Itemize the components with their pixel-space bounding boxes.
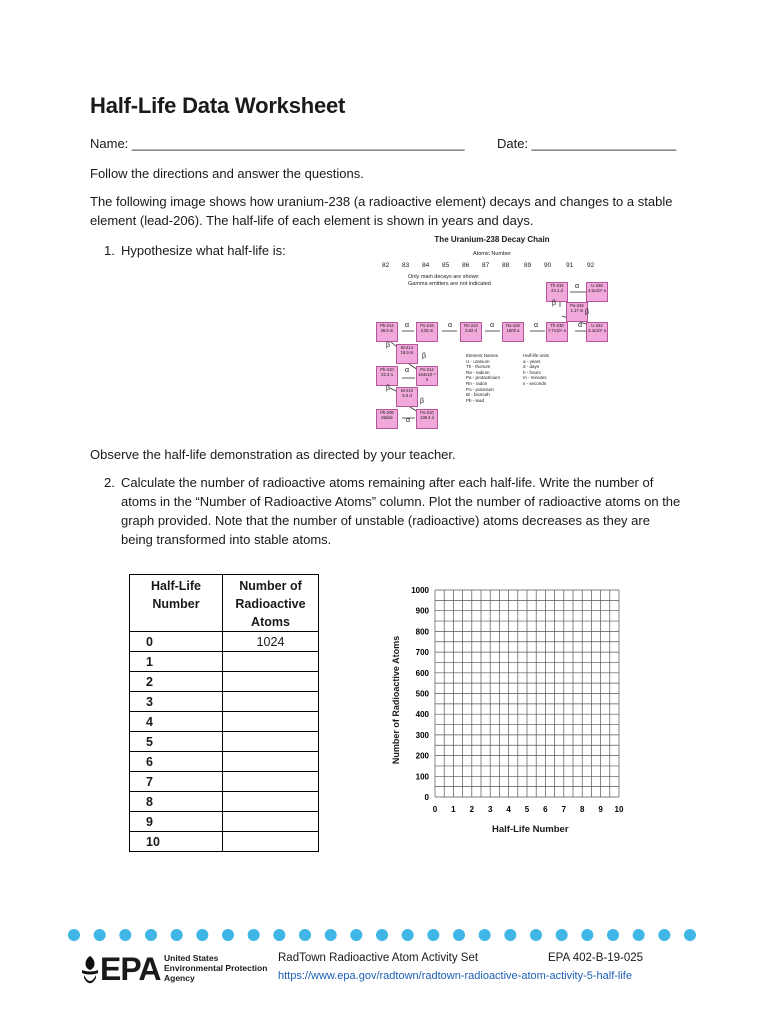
x-tick-label: 10 [614,805,624,814]
table-header-half-life: Half-Life Number [130,575,223,632]
footer-dot [479,929,491,941]
observe-text: Observe the half-life demonstration as directed by your teacher. [90,447,456,462]
x-tick-label: 5 [524,805,530,814]
table-row: 2 [130,672,319,692]
x-tick-label: 1 [451,805,456,814]
atomic-number: 92 [587,262,595,269]
footer-doc-id: EPA 402-B-19-025 [548,952,644,964]
footer-dot [325,929,337,941]
decay-chain-subtitle: Atomic Number [473,251,511,257]
footer-dot [273,929,285,941]
footer-dot [581,929,593,941]
table-row: 5 [130,732,319,752]
footer-dot [402,929,414,941]
half-life-graph[interactable] [395,580,635,820]
footer-dot [376,929,388,941]
alpha-label: α [405,367,410,374]
atomic-number: 88 [502,262,510,269]
page-title: Half-Life Data Worksheet [90,93,346,118]
nuclide-box: Pa-234 1.17 m [566,302,588,322]
alpha-label: α [406,417,411,424]
atomic-number: 86 [462,262,470,269]
half-life-table [129,574,319,852]
x-tick-label: 0 [432,805,438,814]
x-tick-label: 2 [469,805,475,814]
x-tick-label: 3 [487,805,493,814]
footer-dot [350,929,362,941]
footer-dot [684,929,696,941]
footer-dot [530,929,542,941]
footer-dot [633,929,645,941]
beta-label: β [422,353,427,360]
beta-label: β [386,342,391,349]
question-1 [104,241,364,260]
table-header-atoms: Number of Radioactive Atoms [223,575,319,632]
intro-paragraph: The following image shows how uranium-238 (a radioactive element) decays and changes to a stable element (lead-206). The half-life of each element is shown in years and days. [90,194,673,228]
y-tick-label: 500 [415,689,429,699]
footer-dot [658,929,670,941]
nuclide-box: Bi-214 19.9 m [396,344,418,364]
footer-dot [299,929,311,941]
footer-dot [248,929,260,941]
beta-label: β [386,385,391,392]
x-axis-title: Half-Life Number [492,824,569,835]
table-row: 10 [130,832,319,852]
question-2-text: Calculate the number of radioactive atoms remaining after each half-life. Write the number of atoms in the “Number of Radioactive Atoms” column. Plot the number of radioactive atoms on the graph provided. Note that the number of unstable (radioactive) atoms decreases as they are being transformed into stable atoms. [121,475,681,547]
nuclide-box: Pb-206 Stable [376,409,398,429]
nuclide-box: Th-234 24.1 d [546,282,568,302]
alpha-label: α [448,322,453,329]
x-tick-label: 8 [579,805,585,814]
atomic-number: 82 [382,262,390,269]
footer-dot [556,929,568,941]
y-tick-label: 1000 [411,586,429,595]
y-tick-label: 100 [415,772,429,782]
footer-dot [453,929,465,941]
beta-label: β [420,398,425,405]
x-tick-label: 7 [561,805,567,814]
atomic-number: 90 [544,262,552,269]
footer-dot [171,929,183,941]
table-row: 8 [130,792,319,812]
footer-dot [222,929,234,941]
atomic-number: 89 [524,262,532,269]
question-2-number: 2. [104,475,115,490]
alpha-label: α [534,322,539,329]
element-names-legend: Element Names U - uranium Th - thorium Ra - radium Pa - protactinium Rn - radon Po - polonium Bi - bismuth Pb - lead [466,353,501,403]
table-row: 7 [130,772,319,792]
atomic-number: 91 [566,262,574,269]
footer-dot [196,929,208,941]
atomic-number: 83 [402,262,410,269]
footer-dot [94,929,106,941]
nuclide-box: U-234 2.4x10⁵ a [586,322,608,342]
table-row: 3 [130,692,319,712]
question-2 [104,473,684,549]
half-life-units-legend: Half-life units a - years d - days h - hours m - minutes s - seconds [523,353,550,386]
footer-dot [68,929,80,941]
footer-dot [427,929,439,941]
y-tick-label: 300 [415,730,429,740]
y-tick-label: 600 [415,668,429,678]
beta-label: β [585,309,590,316]
table-row: 0 1024 [130,632,319,652]
x-tick-label: 6 [543,805,548,814]
table-row: 1 [130,652,319,672]
nuclide-box: Ra-226 1600 a [502,322,524,342]
y-tick-label: 200 [415,751,429,761]
alpha-label: α [575,283,580,290]
alpha-label: α [405,322,410,329]
x-tick-label: 9 [598,805,603,814]
nuclide-box: Pb-210 22.3 a [376,366,398,386]
footer-dot [607,929,619,941]
atomic-number: 84 [422,262,430,269]
footer-dot [119,929,131,941]
table-row: 4 [130,712,319,732]
date-field[interactable]: Date: ____________________ [497,136,677,151]
atomic-number: 87 [482,262,490,269]
name-field[interactable]: Name: ______________________________________________ [90,136,465,151]
alpha-label: α [490,322,495,329]
y-tick-label: 800 [415,627,429,637]
question-1-text: Hypothesize what half-life is: [121,243,286,258]
question-1-number: 1. [104,243,115,258]
y-tick-label: 400 [415,710,429,720]
epa-agency-name: United States Environmental Protection Agency [164,953,268,983]
footer-dot-divider [64,928,704,942]
epa-logo-text: EPA [100,951,161,987]
nuclide-box: Pb-214 26.8 m [376,322,398,342]
beta-label: β [552,300,557,307]
table-row: 6 [130,752,319,772]
nuclide-box: Bi-210 5.0 d [396,387,418,407]
decay-chain-note: Only main decays are shown Gamma emitters are not indicated [408,274,491,287]
nuclide-box: Rn-222 3.82 d [460,322,482,342]
y-tick-label: 0 [424,793,429,802]
y-axis-title: Number of Radioactive Atoms [391,635,401,765]
nuclide-box: Th-230 7.7x10⁴ a [546,322,568,342]
alpha-label: α [578,322,583,329]
footer-dot [145,929,157,941]
footer-url-link[interactable]: https://www.epa.gov/radtown/radtown-radioactive-atom-activity-5-half-life [278,970,632,982]
nuclide-box: Po-210 138.4 d [416,409,438,429]
y-tick-label: 900 [415,606,429,616]
y-tick-label: 700 [415,648,429,658]
footer-dot [504,929,516,941]
decay-chain-title: The Uranium-238 Decay Chain [434,235,550,244]
atomic-number: 85 [442,262,450,269]
nuclide-box: U-238 4.5x10⁹ a [586,282,608,302]
intro-text: Follow the directions and answer the questions. [90,166,364,181]
decay-chain-diagram [372,232,612,430]
nuclide-box: Po-218 3.05 m [416,322,438,342]
table-row: 9 [130,812,319,832]
footer-activity-title: RadTown Radioactive Atom Activity Set [278,952,479,964]
epa-logo [80,950,280,990]
nuclide-box: Po-214 164x10⁻⁶ s [416,366,438,386]
x-tick-label: 4 [506,805,511,814]
